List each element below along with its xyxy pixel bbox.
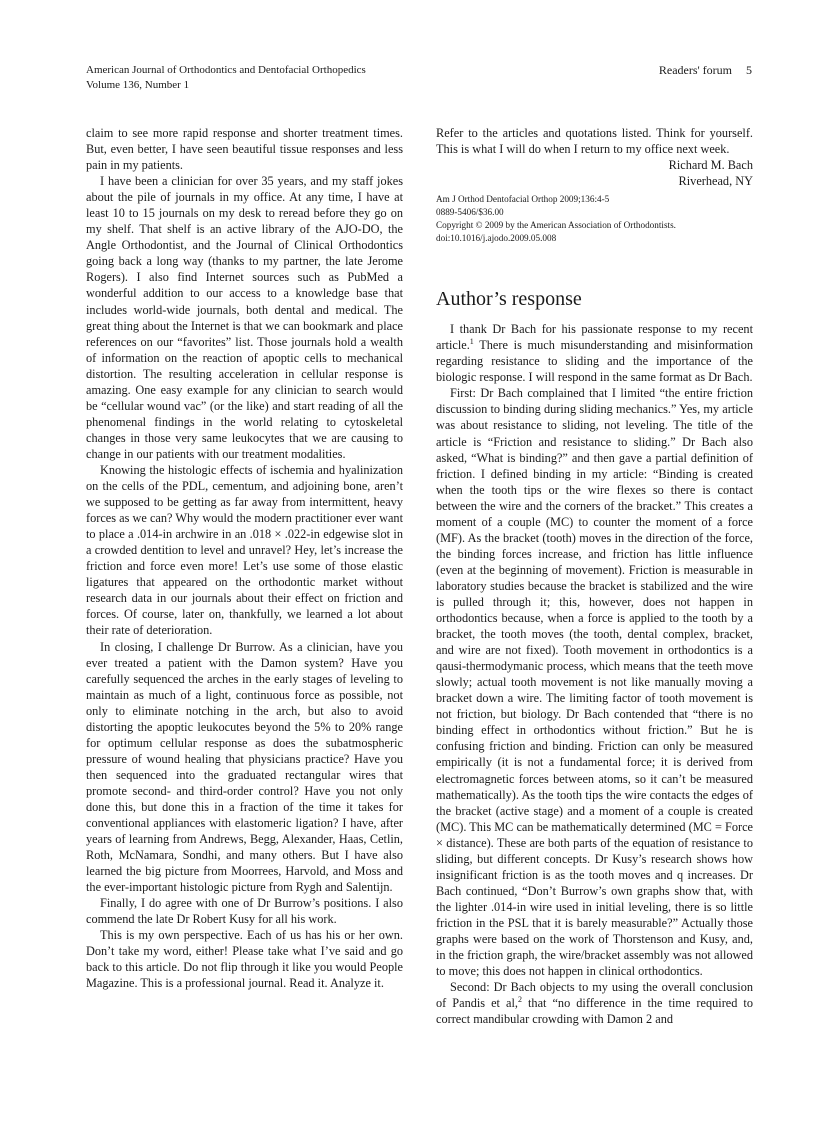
paragraph <box>436 321 753 385</box>
citation-block <box>436 193 753 245</box>
paragraph: Knowing the histologic effects of ischemia and hyalinization on the cells of the PDL, cementum, and adjoining bone, aren’t we supposed to be getting as far away from intermittent, heavy forces as we can? Why would the modern practitioner ever want to place a .014-in archwire in an .018 × .022-in edgewise slot in a crowded dentition to level and unravel? Hey, let’s increase the friction and force even more! Let’s use some of those elastic ligatures that appeared on the orthodontic market without research data in our journals about their effect on friction and forces. Of course, later on, thankfully, we learned a lot about their rate of deterioration. <box>86 462 403 638</box>
paragraph: First: Dr Bach complained that I limited “the entire friction discussion to binding during sliding mechanics.” Yes, my article was about resistance to sliding, not leveling. The title of the article is “Friction and resistance to sliding.” Dr Bach also asked, “What is binding?” and then gave a partial definition of friction. I defined binding in my article: “Binding is created when the tooth tips or the wire flexes so there is contact between the wire and the corners of the bracket.” This creates a moment of a couple (MC) to counter the moment of a force (MF). As the bracket (tooth) moves in the direction of the force, the binding forces increase, and friction has little influence (even at the beginning of movement). Friction is measurable in laboratory studies because the bracket is stabilized and the wire is pulled through it; this, however, does not happen in orthodontics because, when a force is applied to the tooth by a bracket, the tooth moves (the tooth, dental complex, bracket, and wire are not fixed). Tooth movement in orthodontics is a qausi-thermodymanic process, which means that the teeth move slowly; actual tooth movement is not like manually moving a bracket down a wire. The limiting factor of tooth movement is not friction, but biology. Dr Bach contended that “there is no binding effect in orthodontics without friction.” But he is confusing friction and binding. Friction can only be measured empirically (it is not a fundamental force; it is derived from electromagnetic forces between atoms, so it can’t be measured mathematically). As the tooth tips the wire contacts the edges of the bracket (active stage) and a moment of a couple is created (MC). This MC can be mathematically determined (MC = Force × distance). These are both parts of the equation of resistance to sliding, but different concepts. Dr Kusy’s research shows how insignificant friction is as the tooth moves and q increases. Dr Bach continued, “Don’t Burrow’s own graphs show that, with the lighter .014-in wire used in initial leveling, there is so little friction in the PSL that it is barely measurable?” Actually those graphs were based on the work of Thorstenson and Kusy, and, in the friction graph, the wire/bracket assembly was not allowed to move; this does not happen in clinical orthodontics. <box>436 386 753 979</box>
paragraph: Finally, I do agree with one of Dr Burrow’s positions. I also commend the late Dr Robert Kusy for all his work. <box>86 896 403 927</box>
paragraph <box>436 979 753 1027</box>
reference-1[interactable]: 1 <box>469 337 474 347</box>
journal-title: American Journal of Orthodontics and Dentofacial Orthopedics <box>86 64 366 76</box>
page-number: 5 <box>746 63 752 77</box>
right-column <box>436 125 753 1027</box>
text: There is much misunderstanding and misinformation regarding resistance to sliding and the importance of the biologic response. I will respond in the same format as Dr Bach. <box>436 338 753 385</box>
journal-volume: Volume 136, Number 1 <box>86 79 190 91</box>
text: I thank Dr Bach for his passionate response to my recent article. <box>436 322 753 353</box>
author-location: Riverhead, NY <box>678 174 753 189</box>
paragraph: In closing, I challenge Dr Burrow. As a clinician, have you ever treated a patient with the Damon system? Have you carefully sequenced the arches in the early stages of leveling to maintain as much of a light, continuous force as possible, not only to eliminate notching in the arch, but also to avoid distorting the apoptic leukocutes beyond the 5% to 20% range for optimum cellular response as does the subatmospheric pressure of wound healing that physicians practice? Have you then sequenced into the graduated rectangular wires that promote second- and third-order control? Have you not only done this, but done this in a fraction of the time it takes for conventional appliances with elastomeric ligation? I have, after years of learning from Andrews, Begg, Alexander, Haas, Cetlin, Roth, McNamara, Sondhi, and many others. But I have also learned the big picture from Moorrees, Harvold, and Moss and the ever-important histologic picture from Rygh and Salentijn. <box>86 639 403 895</box>
reference-2[interactable]: 2 <box>517 995 522 1005</box>
copyright: Copyright © 2009 by the American Association of Orthodontists. <box>436 220 676 231</box>
author-name: Richard M. Bach <box>668 158 753 173</box>
price-code: 0889-5406/$36.00 <box>436 207 504 218</box>
section-header <box>645 63 752 78</box>
letter-signature <box>436 157 753 189</box>
doi-link[interactable]: doi:10.1016/j.ajodo.2009.05.008 <box>436 233 557 244</box>
running-header <box>86 63 366 93</box>
paragraph: This is my own perspective. Each of us has his or her own. Don’t take my word, either! Please take what I’ve said and go back to this article. Do not flip through it like you would People Magazine. This is a professional journal. Read it. Analyze it. <box>86 928 403 991</box>
text: Second: Dr Bach objects to my using the overall conclusion of Pandis et al, <box>436 980 753 1011</box>
paragraph: Refer to the articles and quotations listed. Think for yourself. This is what I will do when I return to my office next week. <box>436 126 753 157</box>
section-heading: Author’s response <box>436 288 582 311</box>
left-column <box>86 125 403 992</box>
text: that “no difference in the time required to correct mandibular crowding with Damon 2 and <box>436 996 753 1027</box>
section-name: Readers' forum <box>658 63 732 77</box>
citation: Am J Orthod Dentofacial Orthop 2009;136:4-5 <box>436 194 610 205</box>
paragraph: claim to see more rapid response and shorter treatment times. But, even better, I have seen beautiful tissue responses and less pain in my patients. <box>86 126 403 173</box>
paragraph: I have been a clinician for over 35 years, and my staff jokes about the pile of journals in my office. At any time, I have at least 10 to 15 journals on my desk to reread before they go on my shelf. That shelf is an active library of the AJO-DO, the Angle Orthodontist, and the Journal of Clinical Orthodontics going back a long way (thanks to my partner, the late Jerome Rogers). I also find Internet sources such as PubMed a wonderful addition to our access to a knowledge base that includes world-wide journals, both dental and medical. The great thing about the Internet is that we can bookmark and place references on our “favorites” list. Those journals hold a wealth of information on the reaction of apoptic cells to mechanical distortion. The resulting acceleration in cellular response is amazing. One easy example for any clinician to search would be “cellular wound vac” (or the like) and start reading of all the phenomenal findings in the world relating to cytoskeletal changes in those very same leukocytes that we are causing to change in our patients with our treatment modalities. <box>86 174 403 461</box>
